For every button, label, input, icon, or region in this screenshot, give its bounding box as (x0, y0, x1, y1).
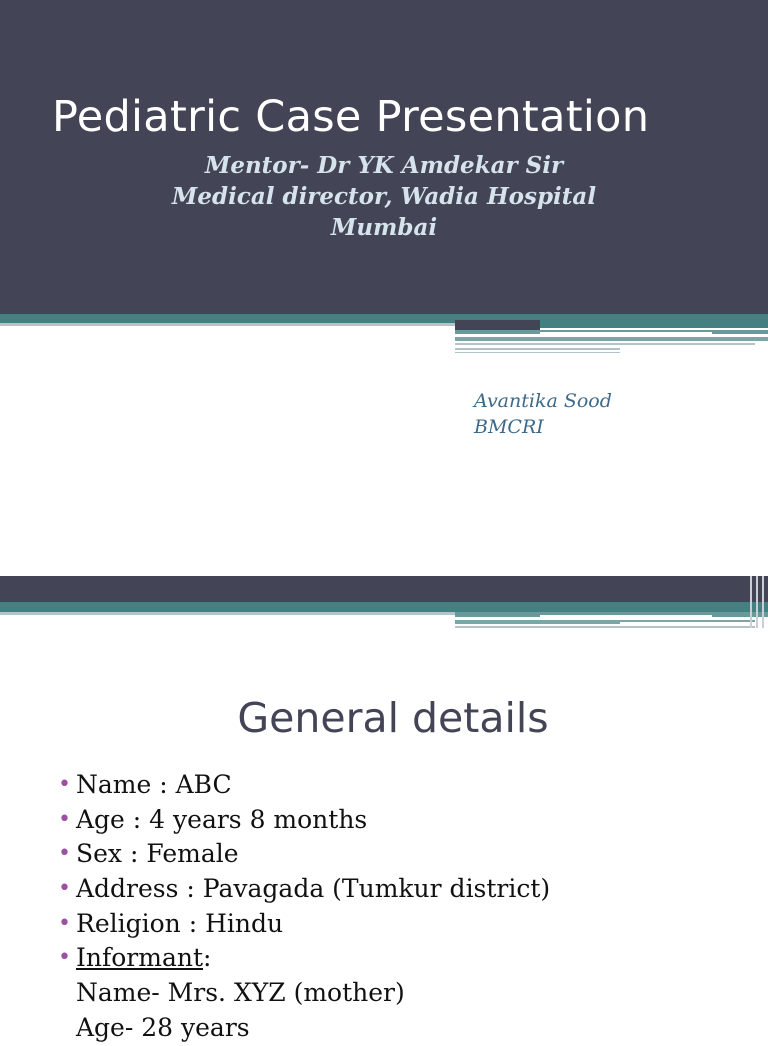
details-list (58, 768, 550, 1046)
bullet-icon: • (58, 772, 71, 797)
teal-divider (0, 602, 768, 612)
list-item-text: Name : ABC (76, 770, 232, 799)
informant-label: Informant (76, 943, 203, 973)
divider-highlight (620, 622, 755, 624)
edge-strip (756, 576, 758, 628)
list-item-informant (58, 941, 550, 976)
list-item-text: Religion : Hindu (76, 908, 284, 938)
subtitle-line: Medical director, Wadia Hospital (171, 183, 597, 210)
divider-line (0, 612, 455, 615)
divider-line (455, 343, 755, 345)
bullet-icon: • (58, 806, 71, 832)
list-item-text: Age : 4 years 8 months (76, 804, 368, 834)
list-item (58, 768, 550, 803)
bullet-icon: • (58, 910, 71, 936)
list-item (58, 872, 550, 907)
divider-line (455, 348, 620, 350)
author-institution: BMCRI (474, 416, 544, 438)
divider-accent-teal (540, 318, 768, 328)
informant-colon: : (203, 943, 212, 973)
divider-accent (455, 320, 540, 330)
divider-stripe (455, 337, 768, 341)
section-title: General details (237, 694, 549, 742)
bullet-icon: • (58, 876, 71, 902)
presentation-title: Pediatric Case Presentation (52, 92, 650, 142)
content-slide (0, 576, 768, 1042)
list-item-text: Sex : Female (76, 839, 239, 869)
list-item (58, 803, 550, 838)
list-item (58, 837, 550, 872)
divider-line (0, 323, 455, 326)
divider-line (455, 352, 620, 353)
edge-strip (750, 576, 752, 628)
divider-highlight (540, 332, 712, 334)
informant-detail: Name- Mrs. XYZ (mother) (76, 978, 405, 1008)
bullet-icon: • (58, 841, 71, 867)
divider-line (455, 626, 755, 628)
mentor-subtitle (0, 150, 768, 243)
bullet-icon: • (58, 945, 71, 971)
edge-strip (762, 576, 764, 628)
author-name: Avantika Sood (474, 390, 612, 412)
subtitle-line: Mentor- Dr YK Amdekar Sir (204, 152, 564, 179)
divider-highlight (540, 615, 712, 617)
author-info (474, 388, 612, 440)
informant-detail: Age- 28 years (76, 1012, 250, 1042)
header-band (0, 576, 768, 602)
list-item-text: Address : Pavagada (Tumkur district) (76, 874, 551, 904)
list-item (58, 907, 550, 942)
subtitle-line: Mumbai (330, 214, 438, 241)
